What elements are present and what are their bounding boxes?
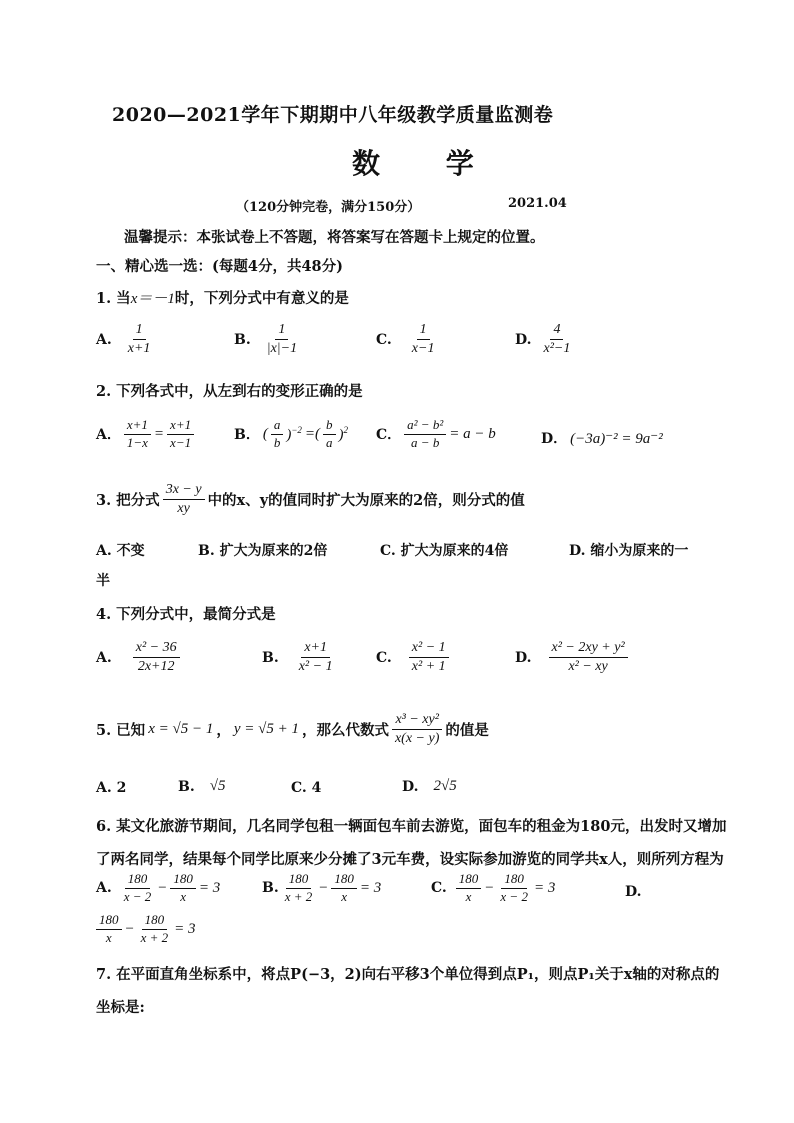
q7-stem-line1: 7. 在平面直角坐标系中，将点P(−3，2)向右平移3个单位得到点P₁，则点P₁关于x轴的对称点的 xyxy=(96,966,720,983)
q4-option-b[interactable]: B. $\frac{x+1}{\text{x² − 1}}$ xyxy=(262,640,333,675)
q5-stem: 5. 已知 x = √5 − 1 ， y = √5 + 1 ，那么代数式 $\frac{\text{x³ − xy²}}{x(x - y)}$ 的值是 xyxy=(96,712,489,747)
subject-title: 数 学 xyxy=(352,147,502,180)
q5-option-b[interactable]: B. √5 xyxy=(178,778,226,795)
q6-option-a[interactable]: A. $\frac{180}{x - 2}$ − $\frac{180}{x}$ = 3 xyxy=(96,871,221,904)
q6-option-d-label[interactable]: D. xyxy=(625,884,642,900)
q4-stem: 4. 下列分式中，最简分式是 xyxy=(96,606,276,623)
q2-option-c[interactable]: C． $\frac{\text{a² − b²}}{a - b}$ = a − b xyxy=(376,417,496,450)
q3-option-c[interactable]: C. 扩大为原来的4倍 xyxy=(380,543,509,559)
q4-option-d[interactable]: D. $\frac{\text{x² − 2xy + y²}}{\text{x² − xy}}$ xyxy=(515,640,628,675)
q6-stem-line1: 6. 某文化旅游节期间，几名同学包租一辆面包车前去游览，面包车的租金为180元，出发时又增加 xyxy=(96,818,727,835)
q1-stem: 1. 当x＝－1时，下列分式中有意义的是 xyxy=(96,290,349,307)
q3-option-d[interactable]: D. 缩小为原来的一 xyxy=(569,543,689,559)
q6-stem-line2: 了两名同学，结果每个同学比原来少分摊了3元车费，设实际参加游览的同学共x人，则所列方程为 xyxy=(96,851,724,868)
q1-d-fraction: $\frac{4}{\text{x²−1}}$ xyxy=(543,322,571,357)
q5-fraction: $\frac{\text{x³ − xy²}}{x(x - y)}$ xyxy=(392,712,442,747)
q4-option-c[interactable]: C. $\frac{\text{x² − 1}}{\text{x² + 1}}$ xyxy=(376,640,449,675)
q6-option-c[interactable]: C. $\frac{180}{x}$ − $\frac{180}{x - 2}$ = 3 xyxy=(431,871,556,904)
exam-info: （120分钟完卷，满分150分） xyxy=(236,200,421,215)
q3-option-d-wrap: 半 xyxy=(96,573,110,589)
q1-b-fraction: $\frac{1}{|x|-1}$ xyxy=(266,322,298,357)
q1-option-d[interactable]: D. $\frac{4}{\text{x²−1}}$ xyxy=(515,322,573,357)
q1-c-fraction: $\frac{1}{x-1}$ xyxy=(411,322,435,357)
exam-date: 2021.04 xyxy=(508,196,567,211)
q6-option-b[interactable]: B. $\frac{180}{x + 2}$ − $\frac{180}{x}$ = 3 xyxy=(262,871,382,904)
q3-option-a[interactable]: A. 不变 xyxy=(96,543,145,559)
q5-option-d[interactable]: D. 2√5 xyxy=(402,778,457,795)
q3-option-b[interactable]: B. 扩大为原来的2倍 xyxy=(198,543,328,559)
exam-tip: 温馨提示：本张试卷上不答题，将答案写在答题卡上规定的位置。 xyxy=(124,229,545,246)
q4-option-a[interactable]: A. $\frac{\text{x² − 36}}{2x+12}$ xyxy=(96,640,180,675)
q2-option-b[interactable]: B． ( $\frac{a}{b}$ )$^{-2}$ =( $\frac{b}{a}$ )$^2$ xyxy=(234,417,349,450)
exam-title: 2020—2021学年下期期中八年级教学质量监测卷 xyxy=(112,104,554,126)
q2-stem: 2. 下列各式中，从左到右的变形正确的是 xyxy=(96,383,363,400)
section-heading: 一、精心选一选：(每题4分，共48分) xyxy=(96,258,343,275)
q1-option-b[interactable]: B. $\frac{1}{|x|-1}$ xyxy=(234,322,300,357)
q1-option-c[interactable]: C. $\frac{1}{x-1}$ xyxy=(376,322,437,357)
q6-option-d[interactable]: $\frac{180}{x}$ − $\frac{180}{x + 2}$ = 3 xyxy=(96,913,196,946)
q2-option-a[interactable]: A． $\frac{x+1}{1-x}$ = $\frac{x+1}{x-1}$ xyxy=(96,418,194,451)
q7-stem-line2: 坐标是: xyxy=(96,999,145,1016)
q5-condition-x: x = √5 − 1 xyxy=(148,721,214,738)
q5-option-a[interactable]: A. 2 xyxy=(96,780,127,796)
q5-option-c[interactable]: C. 4 xyxy=(291,780,322,796)
q1-a-fraction: $\frac{1}{x+1}$ xyxy=(127,322,151,357)
q2-option-d[interactable]: D． (−3a)⁻² = 9a⁻² xyxy=(541,430,663,447)
q3-stem: 3. 把分式 $\frac{3x - y}{xy}$ 中的x、y的值同时扩大为原来的2倍，则分式的值 xyxy=(96,482,525,517)
q1-condition: x＝－1 xyxy=(130,291,175,307)
q5-condition-y: y = √5 + 1 xyxy=(233,721,299,738)
q3-fraction: $\frac{3x - y}{xy}$ xyxy=(163,482,205,517)
q1-option-a[interactable]: A. $\frac{1}{x+1}$ xyxy=(96,322,153,357)
